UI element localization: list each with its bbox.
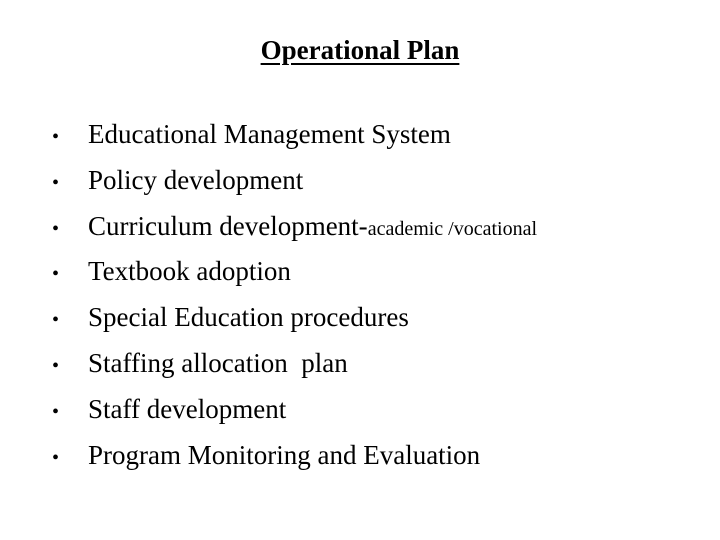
bullet-icon: • — [52, 126, 60, 148]
bullet-text: Special Education procedures — [88, 302, 409, 333]
bullet-icon: • — [52, 354, 60, 377]
bullet-text: Program Monitoring and Evaluation — [88, 439, 481, 470]
bullet-text: Staffing allocation plan — [88, 347, 348, 378]
bullet-subtext: academic /vocational — [367, 217, 538, 240]
bullet-text: Staff development — [88, 393, 287, 424]
bullet-text: Curriculum development- — [88, 210, 368, 241]
bullet-item — [52, 160, 537, 206]
bullet-icon: • — [52, 309, 60, 332]
bullet-icon: • — [52, 263, 60, 286]
bullet-text: Policy development — [88, 164, 304, 195]
bullet-icon: • — [52, 217, 60, 240]
bullet-item — [52, 343, 537, 389]
bullet-item — [52, 389, 537, 435]
bullet-item — [52, 251, 537, 297]
bullet-icon: • — [52, 171, 60, 194]
bullet-icon: • — [52, 400, 60, 423]
bullet-item — [52, 297, 537, 343]
slide-title: Operational Plan — [260, 35, 460, 65]
bullet-text: Educational Management System — [88, 119, 451, 149]
bullet-item — [52, 435, 537, 481]
bullet-text: Textbook adoption — [88, 256, 291, 287]
bullet-list — [52, 114, 537, 480]
bullet-item — [52, 114, 537, 160]
bullet-icon: • — [52, 446, 60, 469]
bullet-item — [52, 206, 537, 252]
